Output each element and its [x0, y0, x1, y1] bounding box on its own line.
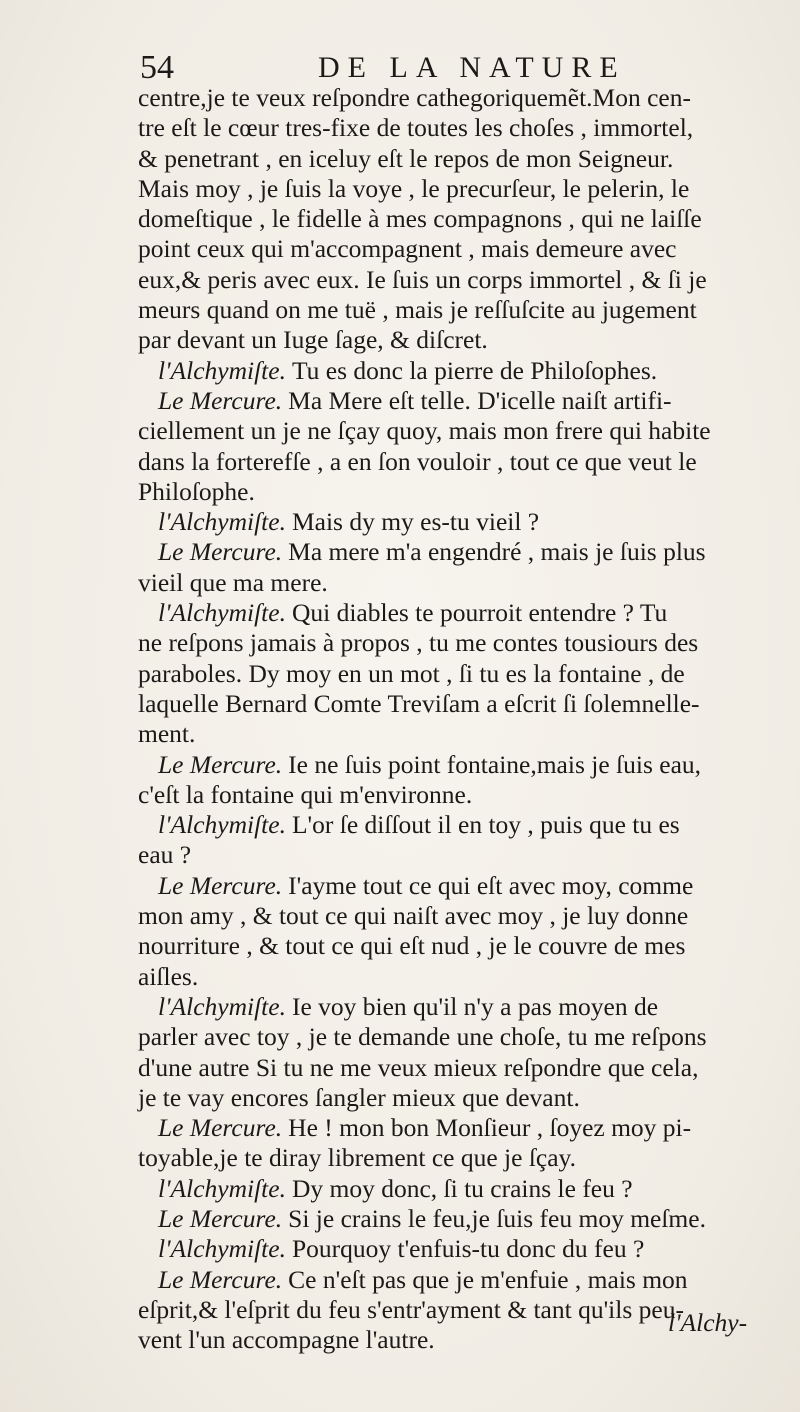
- line-text: Ie ne ſuis point fontaine,mais je ſuis eau,: [288, 749, 702, 779]
- text-line: [138, 1265, 780, 1295]
- line-text: je te vay encores ſangler mieux que devant.: [138, 1082, 580, 1112]
- line-text: & penetrant , en iceluy eſt le repos de mon Seigneur.: [138, 143, 674, 173]
- text-line: [138, 204, 780, 234]
- line-text: eau ?: [138, 840, 192, 870]
- line-text: dans la forterefſe , a en ſon vouloir , tout ce que veut le: [138, 446, 697, 476]
- text-line: [138, 1143, 780, 1173]
- line-text: parler avec toy , je te demande une choſe, tu me reſpons: [138, 1022, 707, 1052]
- text-line: [138, 1113, 780, 1143]
- speaker-label: Le Mercure.: [158, 1203, 283, 1233]
- page-number: 54: [140, 49, 174, 86]
- text-line: [138, 507, 780, 537]
- text-line: [138, 628, 780, 658]
- text-line: [138, 1204, 780, 1234]
- speaker-label: l'Alchymiſte.: [158, 1234, 286, 1264]
- line-text: L'or ſe diſſout il en toy , puis que tu es: [291, 810, 680, 840]
- line-text: domeſtique , le fidelle à mes compagnons , qui ne laiſſe: [138, 204, 702, 234]
- text-line: [138, 901, 780, 931]
- text-line: [138, 1053, 780, 1083]
- line-text: meurs quand on me tuë , mais je reſſuſcite au jugement: [138, 295, 697, 325]
- text-line: [138, 477, 780, 507]
- line-text: ciellement un je ne ſçay quoy, mais mon frere qui habite: [138, 416, 711, 446]
- speaker-label: Le Mercure.: [158, 1264, 283, 1294]
- text-line: [138, 265, 780, 295]
- text-line: [138, 568, 780, 598]
- text-line: [138, 447, 780, 477]
- text-line: [138, 962, 780, 992]
- text-line: [138, 1174, 780, 1204]
- line-text: mon amy , & tout ce qui naiſt avec moy , je luy donne: [138, 901, 689, 931]
- text-line: [138, 598, 780, 628]
- line-text: Si je crains le feu,je ſuis feu moy meſme.: [288, 1203, 706, 1233]
- text-line: [138, 537, 780, 567]
- text-line: [138, 719, 780, 749]
- text-line: [138, 174, 780, 204]
- line-text: Ma Mere eſt telle. D'icelle naiſt artifi-: [288, 385, 672, 415]
- line-text: Ma mere m'a engendré , mais je ſuis plus: [288, 537, 706, 567]
- text-line: [138, 659, 780, 689]
- text-line: [138, 780, 780, 810]
- text-line: [138, 295, 780, 325]
- line-text: Pourquoy t'enfuis-tu donc du feu ?: [291, 1234, 645, 1264]
- text-line: [138, 113, 780, 143]
- text-line: [138, 1234, 780, 1264]
- text-line: [138, 356, 780, 386]
- line-text: I'ayme tout ce qui eſt avec moy, comme: [288, 870, 694, 900]
- speaker-label: Le Mercure.: [158, 1113, 283, 1143]
- text-line: [138, 325, 780, 355]
- line-text: tre eſt le cœur tres-fixe de toutes les choſes , immortel,: [138, 113, 694, 143]
- speaker-label: Le Mercure.: [158, 870, 283, 900]
- text-line: [138, 689, 780, 719]
- line-text: Qui diables te pourroit entendre ? Tu: [291, 598, 668, 628]
- running-head: DE LA NATURE: [318, 51, 626, 84]
- speaker-label: l'Alchymiſte.: [158, 1173, 286, 1203]
- speaker-label: l'Alchymiſte.: [158, 507, 286, 537]
- line-text: He ! mon bon Monſieur , ſoyez moy pi-: [288, 1113, 692, 1143]
- text-line: [138, 750, 780, 780]
- speaker-label: l'Alchymiſte.: [158, 991, 286, 1021]
- line-text: Philoſophe.: [138, 476, 255, 506]
- line-text: d'une autre Si tu ne me veux mieux reſpondre que cela,: [138, 1052, 699, 1082]
- line-text: nourriture , & tout ce qui eſt nud , je le couvre de mes: [138, 931, 686, 961]
- text-line: [138, 810, 780, 840]
- line-text: point ceux qui m'accompagnent , mais demeure avec: [138, 234, 677, 264]
- text-line: [138, 1022, 780, 1052]
- line-text: ment.: [138, 719, 196, 749]
- text-line: [138, 234, 780, 264]
- text-line: [138, 386, 780, 416]
- line-text: Ce n'eſt pas que je m'enfuie , mais mon: [288, 1264, 688, 1294]
- line-text: aiſles.: [138, 961, 199, 991]
- line-text: toyable,je te diray librement ce que je ſçay.: [138, 1143, 577, 1173]
- text-line: [138, 840, 780, 870]
- line-text: ne reſpons jamais à propos , tu me contes tousiours des: [138, 628, 699, 658]
- line-text: Dy moy donc, ſi tu crains le feu ?: [291, 1173, 633, 1203]
- line-text: Tu es donc la pierre de Philoſophes.: [291, 355, 658, 385]
- speaker-label: l'Alchymiſte.: [158, 598, 286, 628]
- line-text: vieil que ma mere.: [138, 567, 328, 597]
- text-line: [138, 144, 780, 174]
- speaker-label: l'Alchymiſte.: [158, 810, 286, 840]
- line-text: Mais dy my es-tu vieil ?: [291, 507, 540, 537]
- line-text: c'eſt la fontaine qui m'environne.: [138, 779, 473, 809]
- page-header: [140, 48, 650, 88]
- line-text: eſprit,& l'eſprit du feu s'entr'ayment & tant qu'ils peu-: [138, 1294, 684, 1324]
- line-text: paraboles. Dy moy en un mot , ſi tu es la fontaine , de: [138, 658, 685, 688]
- text-line: [138, 1083, 780, 1113]
- speaker-label: Le Mercure.: [158, 385, 283, 415]
- text-line: [138, 83, 780, 113]
- speaker-label: Le Mercure.: [158, 537, 283, 567]
- text-line: [138, 992, 780, 1022]
- catchword: l'Alchy-: [668, 1308, 748, 1337]
- text-line: [138, 416, 780, 446]
- text-line: [138, 931, 780, 961]
- line-text: vent l'un accompagne l'autre.: [138, 1325, 435, 1355]
- speaker-label: l'Alchymiſte.: [158, 355, 286, 385]
- line-text: centre,je te veux reſpondre cathegoriquemẽt.Mon cen-: [138, 83, 691, 112]
- text-line: [138, 871, 780, 901]
- line-text: par devant un Iuge ſage, & diſcret.: [138, 325, 488, 355]
- line-text: eux,& peris avec eux. Ie ſuis un corps immortel , & ſi je: [138, 264, 707, 294]
- line-text: Mais moy , je ſuis la voye , le precurſeur, le pelerin, le: [138, 173, 690, 203]
- line-text: Ie voy bien qu'il n'y a pas moyen de: [291, 991, 659, 1021]
- speaker-label: Le Mercure.: [158, 749, 283, 779]
- line-text: laquelle Bernard Comte Treviſam a eſcrit ſi ſolemnelle-: [138, 688, 700, 718]
- text-block: [138, 83, 780, 1355]
